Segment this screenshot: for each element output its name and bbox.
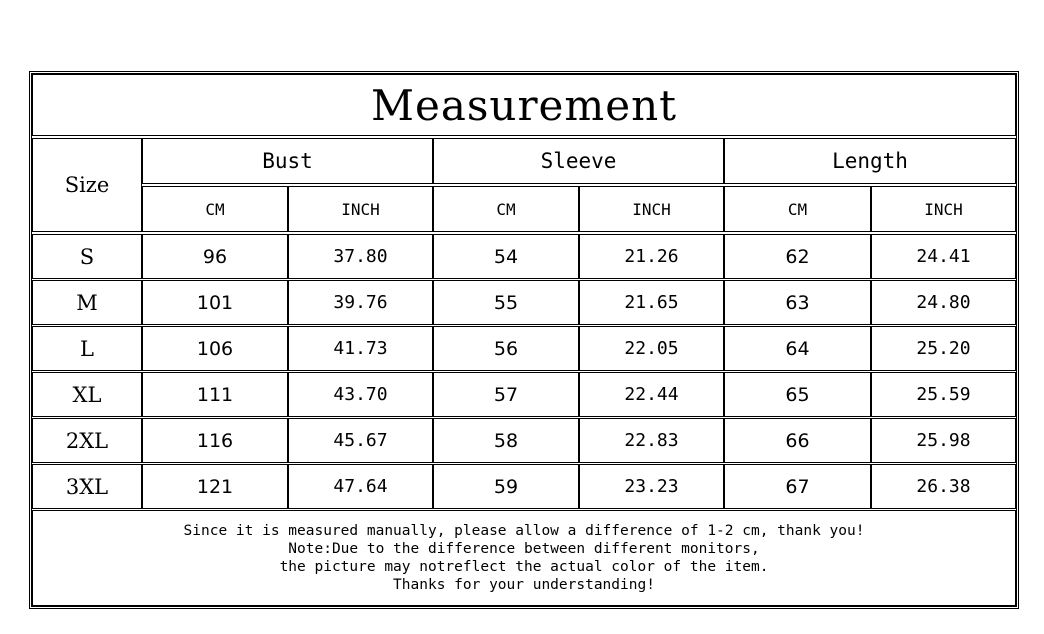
table-cell: 106 [142, 326, 288, 371]
unit-header: CM [142, 186, 288, 232]
unit-header: CM [433, 186, 579, 232]
table-cell: 55 [433, 280, 579, 325]
size-label: 2XL [32, 418, 142, 463]
table-cell: 21.65 [579, 280, 724, 325]
group-header-sleeve: Sleeve [433, 138, 724, 184]
table-cell: 57 [433, 372, 579, 417]
footnote-box [32, 510, 1016, 606]
table-cell: 101 [142, 280, 288, 325]
unit-header: CM [724, 186, 871, 232]
table-cell: 37.80 [288, 234, 433, 279]
footnote-line: Since it is measured manually, please allow a difference of 1-2 cm, thank you! [183, 523, 865, 539]
table-cell: 43.70 [288, 372, 433, 417]
table-cell: 47.64 [288, 464, 433, 509]
size-label: L [32, 326, 142, 371]
size-label: M [32, 280, 142, 325]
page-title: Measurement [32, 74, 1016, 136]
table-cell: 65 [724, 372, 871, 417]
measurement-table [29, 71, 1019, 609]
size-column-header: Size [32, 138, 142, 232]
table-cell: 64 [724, 326, 871, 371]
unit-header: INCH [288, 186, 433, 232]
table-cell: 22.05 [579, 326, 724, 371]
footnote-line: Note:Due to the difference between different monitors, [288, 541, 760, 557]
unit-header: INCH [871, 186, 1016, 232]
group-header-bust: Bust [142, 138, 433, 184]
unit-header: INCH [579, 186, 724, 232]
table-cell: 25.98 [871, 418, 1016, 463]
table-cell: 56 [433, 326, 579, 371]
table-cell: 59 [433, 464, 579, 509]
table-cell: 96 [142, 234, 288, 279]
footnote-line: the picture may notreflect the actual color of the item. [279, 559, 769, 575]
table-cell: 121 [142, 464, 288, 509]
table-cell: 41.73 [288, 326, 433, 371]
size-label: S [32, 234, 142, 279]
table-cell: 39.76 [288, 280, 433, 325]
table-cell: 24.80 [871, 280, 1016, 325]
table-cell: 62 [724, 234, 871, 279]
table-cell: 22.83 [579, 418, 724, 463]
table-cell: 25.20 [871, 326, 1016, 371]
table-cell: 45.67 [288, 418, 433, 463]
table-cell: 116 [142, 418, 288, 463]
table-cell: 21.26 [579, 234, 724, 279]
table-cell: 24.41 [871, 234, 1016, 279]
table-cell: 25.59 [871, 372, 1016, 417]
footnote-line: Thanks for your understanding! [393, 577, 655, 593]
size-label: XL [32, 372, 142, 417]
table-cell: 22.44 [579, 372, 724, 417]
table-cell: 66 [724, 418, 871, 463]
size-label: 3XL [32, 464, 142, 509]
group-header-length: Length [724, 138, 1016, 184]
table-cell: 58 [433, 418, 579, 463]
table-cell: 63 [724, 280, 871, 325]
table-cell: 111 [142, 372, 288, 417]
table-cell: 23.23 [579, 464, 724, 509]
table-cell: 67 [724, 464, 871, 509]
table-cell: 54 [433, 234, 579, 279]
table-cell: 26.38 [871, 464, 1016, 509]
